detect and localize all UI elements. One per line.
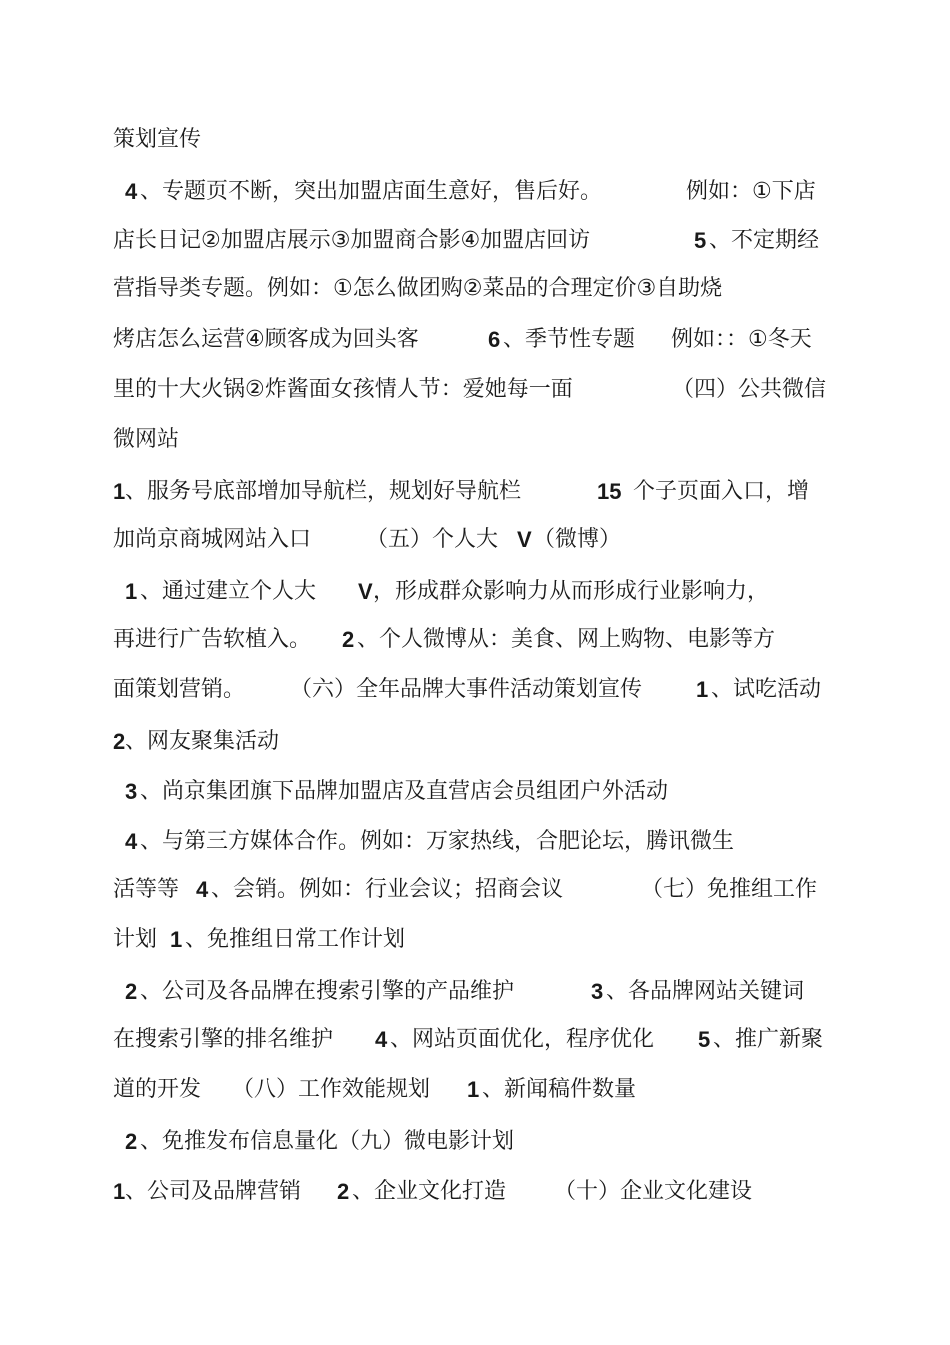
item-number: 2 [342,627,355,652]
text-segment: 、不定期经 [709,228,820,253]
item-number: 2 [337,1179,350,1204]
text-segment: 道的开发 [113,1077,202,1102]
text-segment: 、企业文化打造 [352,1179,507,1204]
item-number: 4 [125,829,138,854]
text-segment: 策划宣传 [113,127,202,152]
item-number: 1 [113,479,126,504]
text-segment: 计划 [113,927,158,952]
item-number: 4 [375,1027,388,1052]
item-number: 1 [467,1077,480,1102]
text-segment: 、会销。例如：行业会议；招商会议 [211,877,564,902]
item-number: 5 [698,1027,711,1052]
text-segment: 、公司及各品牌在搜索引擎的产品维护 [140,979,515,1004]
text-segment: 、网站页面优化，程序优化 [390,1027,655,1052]
text-segment: 例如：①下店 [686,179,816,204]
item-number: 3 [591,979,604,1004]
item-number: 2 [125,979,138,1004]
item-number: 3 [125,779,138,804]
text-segment: 、与第三方媒体合作。例如：万家热线，合肥论坛，腾讯微生 [140,829,735,854]
item-number: 1 [113,1179,126,1204]
text-segment: 、尚京集团旗下品牌加盟店及直营店会员组团户外活动 [140,779,669,804]
text-segment: 微网站 [113,427,180,452]
text-segment: （四）公共微信 [672,377,827,402]
text-segment: （八）工作效能规划 [232,1077,431,1102]
item-number: 1 [696,677,709,702]
text-segment: 在搜索引擎的排名维护 [113,1027,334,1052]
text-segment: 再进行广告软植入。 [113,627,312,652]
item-number: 4 [125,179,138,204]
text-segment: （六）全年品牌大事件活动策划宣传 [290,677,643,702]
text-segment: 个子页面入口，增 [633,479,810,504]
text-segment: 、推广新聚 [713,1027,824,1052]
item-number: 15 [597,479,622,504]
text-segment: 、免推组日常工作计划 [185,927,406,952]
item-number: 2 [125,1129,138,1154]
text-segment: 活等等 [113,877,180,902]
item-number: 4 [196,877,209,902]
text-segment: 、季节性专题 [503,327,636,352]
item-number: 5 [694,228,707,253]
text-segment: 、服务号底部增加导航栏，规划好导航栏 [125,479,522,504]
item-number: V [358,579,373,604]
text-segment: 、各品牌网站关键词 [606,979,805,1004]
text-segment: 、专题页不断，突出加盟店面生意好，售后好。 [140,179,603,204]
item-number: V [517,527,532,552]
text-segment: （十）企业文化建设 [554,1179,753,1204]
text-segment: 、公司及品牌营销 [125,1179,302,1204]
text-segment: 面策划营销。 [113,677,246,702]
item-number: 1 [170,927,183,952]
text-segment: 、个人微博从：美食、网上购物、电影等方 [357,627,776,652]
text-segment: 、试吃活动 [711,677,822,702]
item-number: 2 [113,729,126,754]
text-segment: 、新闻稿件数量 [482,1077,637,1102]
text-segment: （微博） [533,527,622,552]
text-segment: （五）个人大 [366,527,499,552]
text-segment: 、免推发布信息量化（九）微电影计划 [140,1129,515,1154]
text-segment: 烤店怎么运营④顾客成为回头客 [113,327,419,352]
text-segment: 、通过建立个人大 [140,579,317,604]
text-segment: 加尚京商城网站入口 [113,527,312,552]
text-segment: 营指导类专题。例如：①怎么做团购②菜品的合理定价③自助烧 [113,276,723,301]
text-segment: 例如：：①冬天 [671,327,812,352]
text-segment: 里的十大火锅②炸酱面女孩情人节：爱她每一面 [113,377,573,402]
text-segment: 、网友聚集活动 [125,729,280,754]
text-segment: （七）免推组工作 [641,877,818,902]
text-segment: 店长日记②加盟店展示③加盟商合影④加盟店回访 [113,228,591,253]
item-number: 1 [125,579,138,604]
text-segment: ，形成群众影响力从而形成行业影响力， [373,579,770,604]
item-number: 6 [488,327,501,352]
